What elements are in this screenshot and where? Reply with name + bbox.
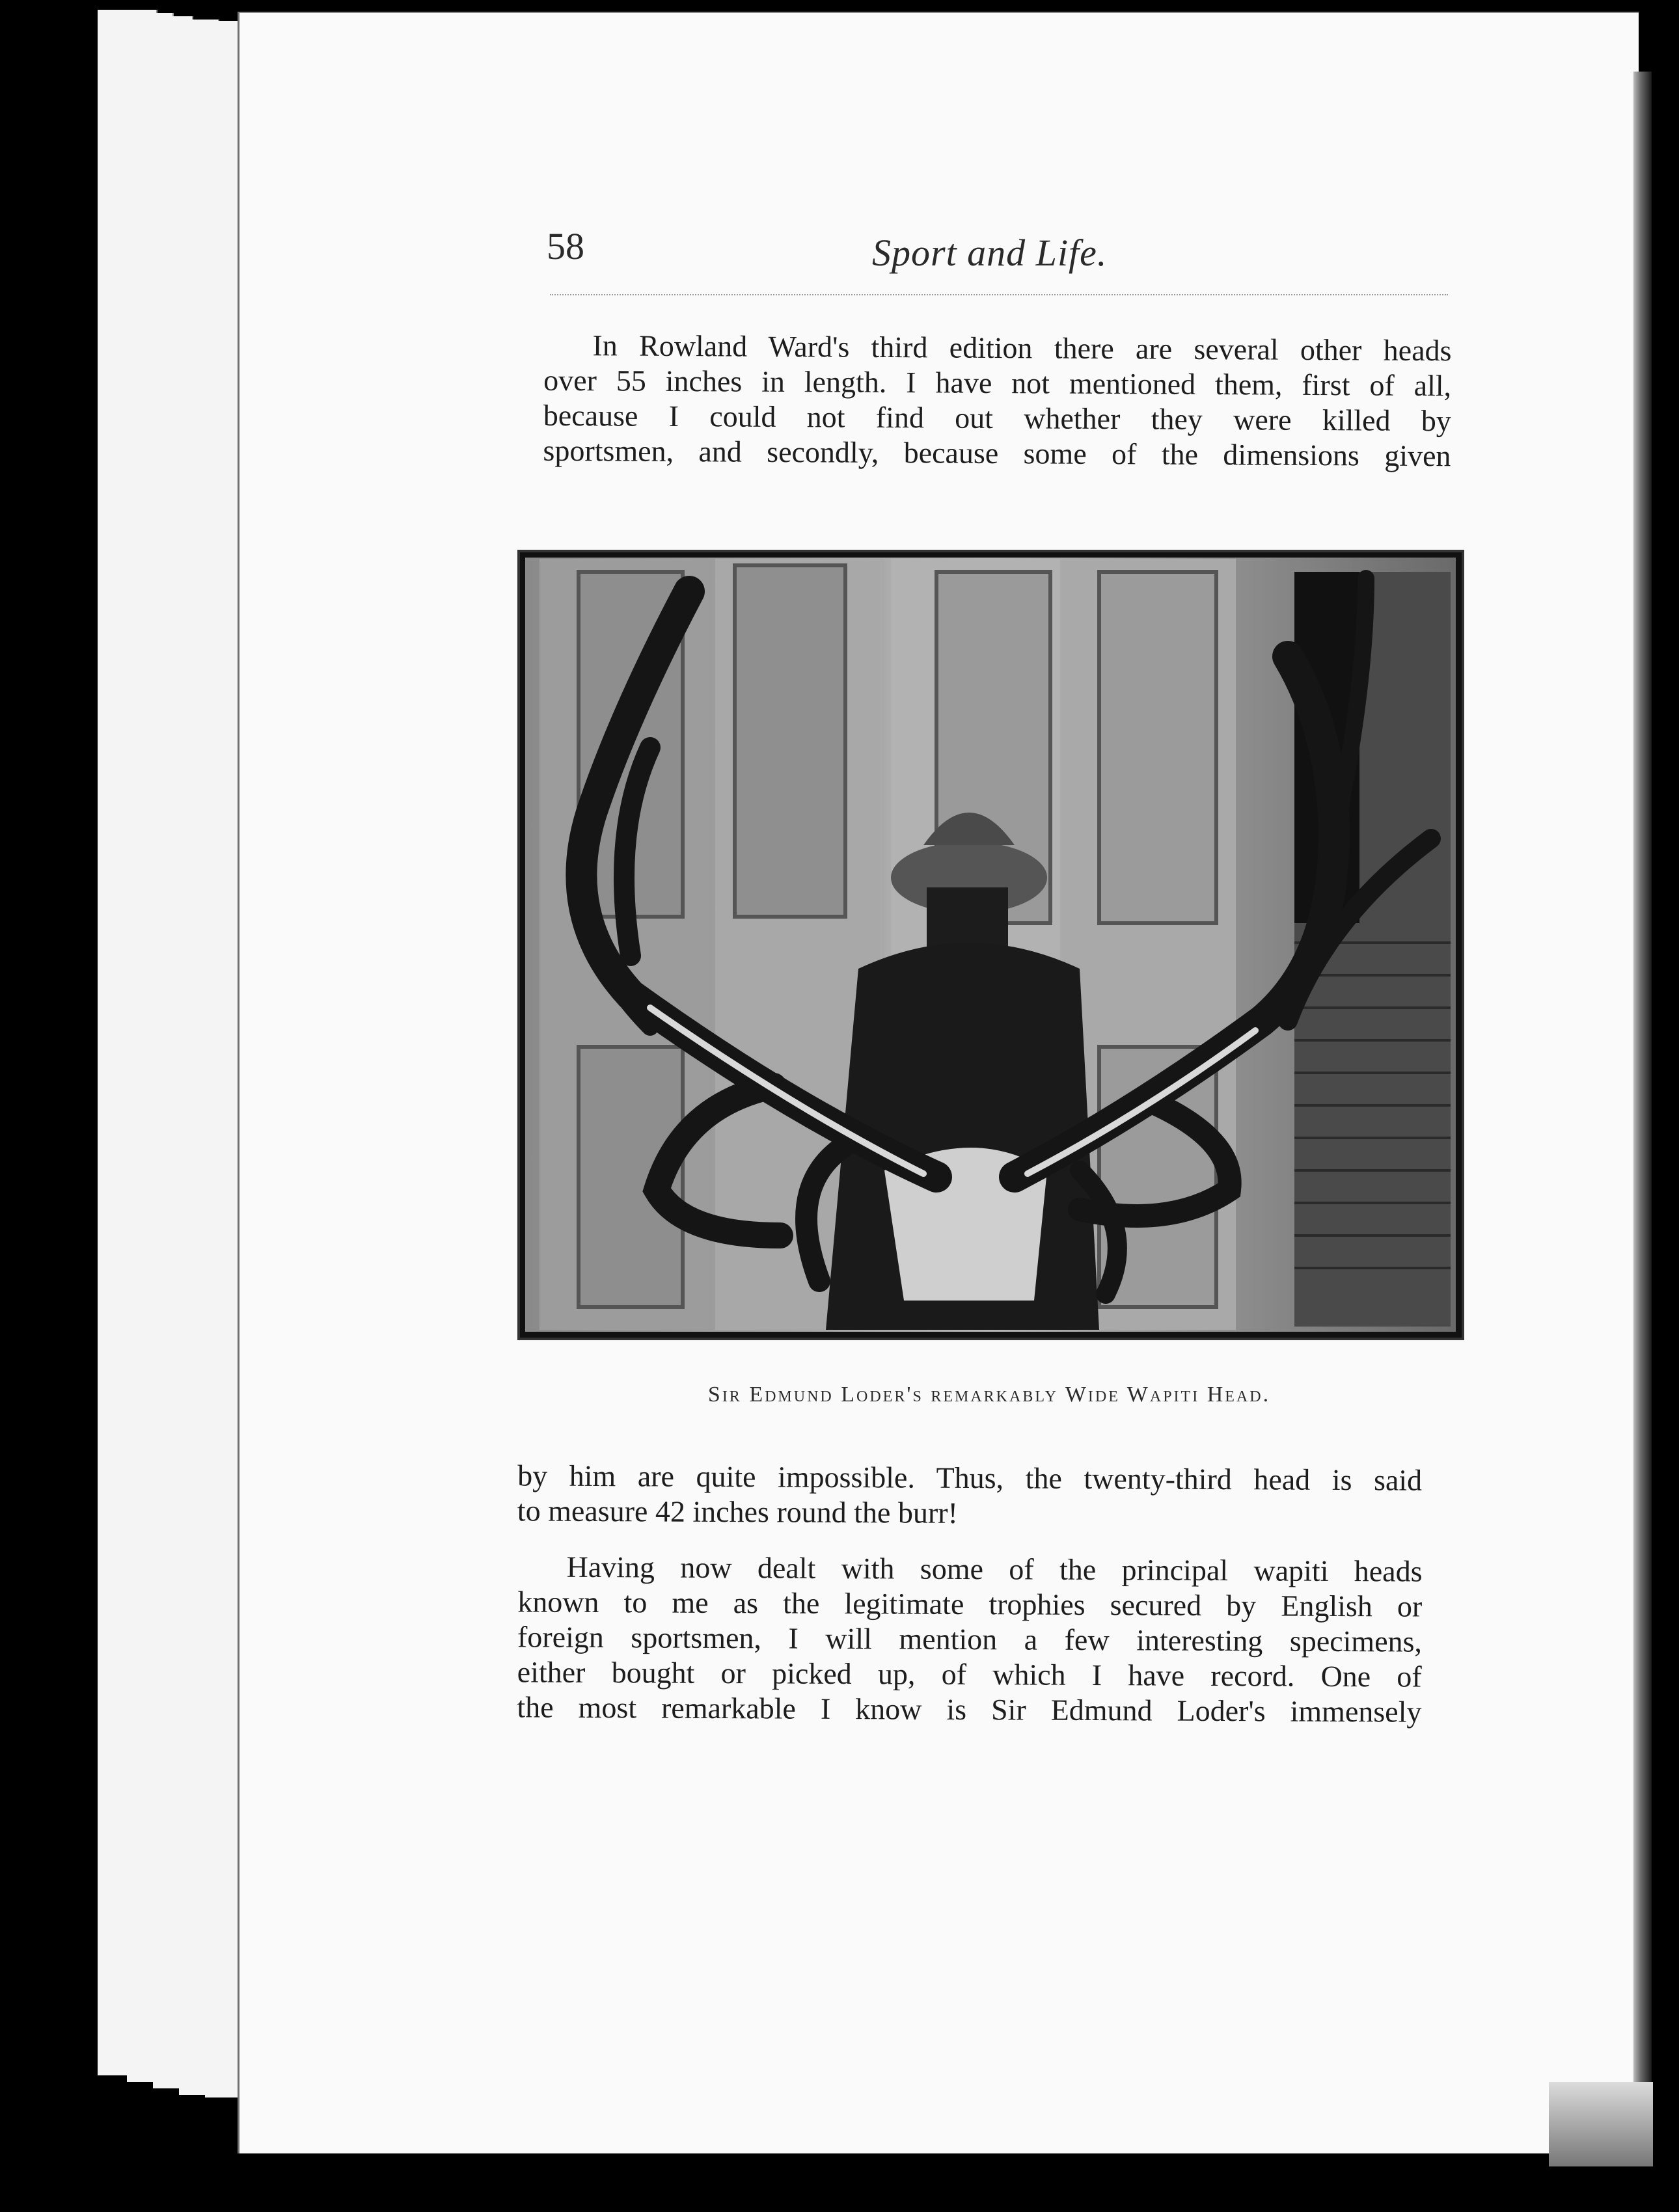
header-rule bbox=[550, 294, 1448, 295]
text-line: by him are quite impossible. Thus, the twenty-third head is said bbox=[517, 1459, 1423, 1497]
photo-illustration bbox=[520, 552, 1462, 1338]
text-line: foreign sportsmen, I will mention a few interesting specimens, bbox=[517, 1620, 1423, 1658]
binding-shadow bbox=[1633, 72, 1652, 2153]
paragraph-after-plate bbox=[517, 1458, 1423, 1533]
text-line: sportsmen, and secondly, because some of the dimensions given bbox=[543, 433, 1451, 473]
paragraph-next bbox=[517, 1549, 1422, 1729]
text-line: In Rowland Ward's third edition there are several other heads bbox=[592, 329, 1452, 368]
wapiti-head-photograph bbox=[517, 550, 1464, 1340]
page-number: 58 bbox=[547, 225, 584, 267]
text-line: either bought or picked up, of which I have record. One of bbox=[517, 1655, 1422, 1693]
text-line: because I could not find out whether they were killed by bbox=[543, 398, 1451, 438]
text-line: over 55 inches in length. I have not mentioned them, first of all, bbox=[543, 363, 1452, 403]
text-line: to measure 42 inches round the burr! bbox=[517, 1494, 959, 1530]
text-line: the most remarkable I know is Sir Edmund Loder's immensely bbox=[517, 1690, 1422, 1729]
text-line: Having now dealt with some of the principal wapiti heads bbox=[566, 1550, 1423, 1588]
plate-caption: Sir Edmund Loder's remarkably Wide Wapiti Head. bbox=[707, 1382, 1271, 1407]
paragraph-top bbox=[543, 328, 1451, 474]
running-title: Sport and Life. bbox=[872, 232, 1108, 274]
binding-corner bbox=[1549, 2082, 1653, 2166]
text-line: known to me as the legitimate trophies secured by English or bbox=[517, 1585, 1423, 1623]
